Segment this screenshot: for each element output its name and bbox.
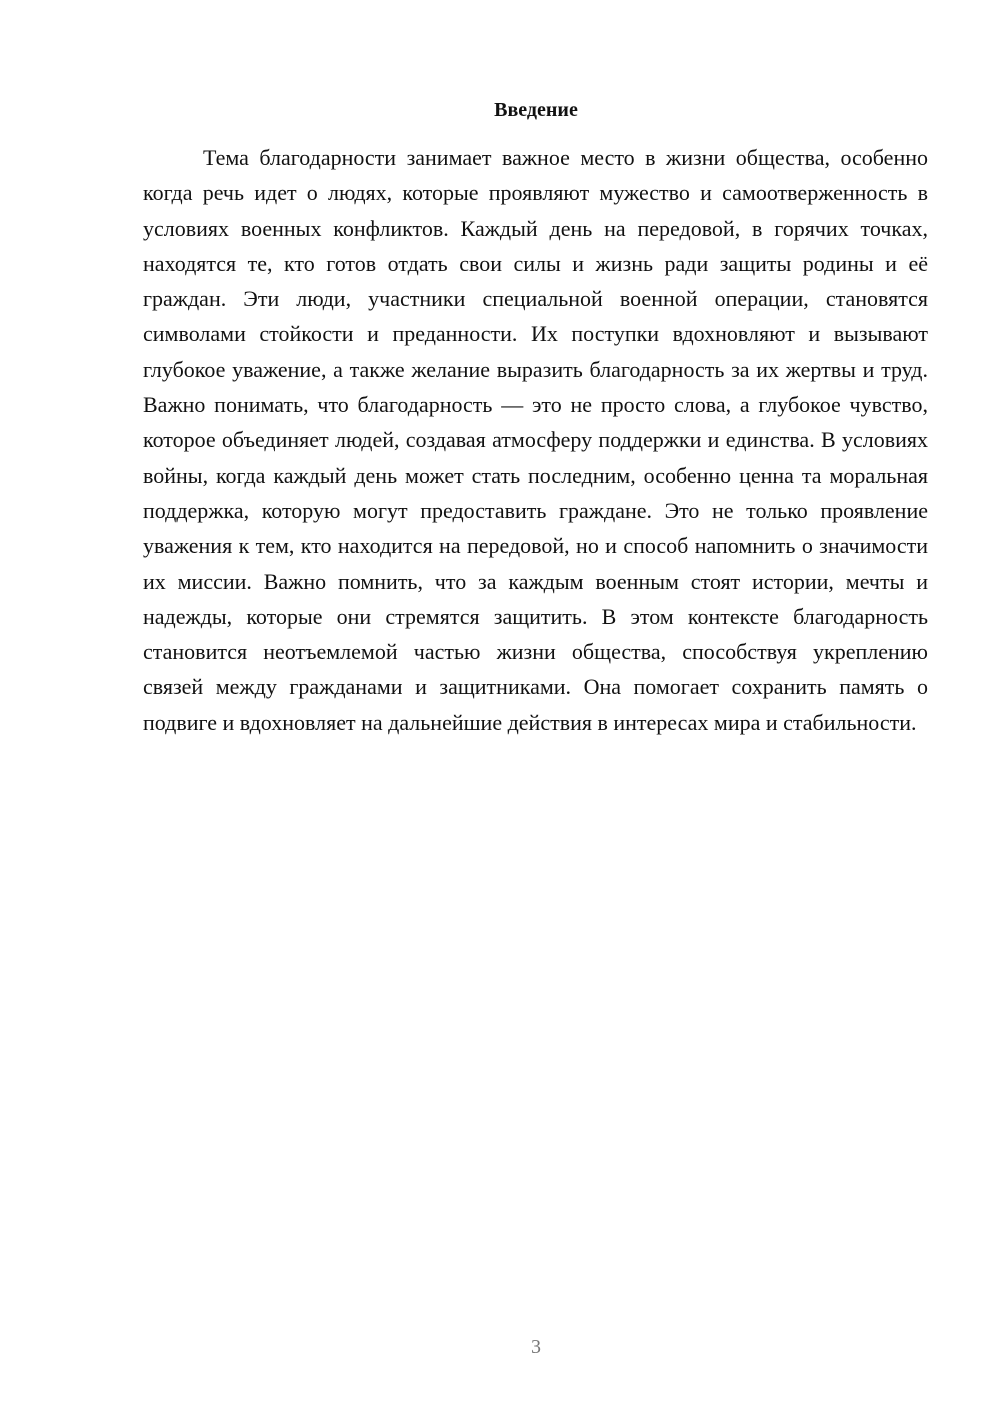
page-number: 3 [531,1336,541,1358]
body-paragraph: Тема благодарности занимает важное место в жизни общества, особенно когда речь идет о людях, которые проявляют мужество и самоотверженность в условиях военных конфликтов. Каждый день на передовой, в горячих точках, находятся те, кто готов отдать свои силы и жизнь ради защиты родины и её граждан. Эти люди, участники специальной военной операции, становятся символами стойкости и преданности. Их поступки вдохновляют и вызывают глубокое уважение, а также желание выразить благодарность за их жертвы и труд. Важно понимать, что благодарность — это не просто слова, а глубокое чувство, которое объединяет людей, создавая атмосферу поддержки и единства. В условиях войны, когда каждый день может стать последним, особенно ценна та моральная поддержка, которую могут предоставить граждане. Это не только проявление уважения к тем, кто находится на передовой, но и способ напомнить о значимости их миссии. Важно помнить, что за каждым военным стоят истории, мечты и надежды, которые они стремятся защитить. В этом контексте благодарность становится неотъемлемой частью жизни общества, способствуя укреплению связей между гражданами и защитниками. Она помогает сохранить память о подвиге и вдохновляет на дальнейшие действия в интересах мира и стабильности. [143,145,928,735]
section-title: Введение [494,99,578,121]
